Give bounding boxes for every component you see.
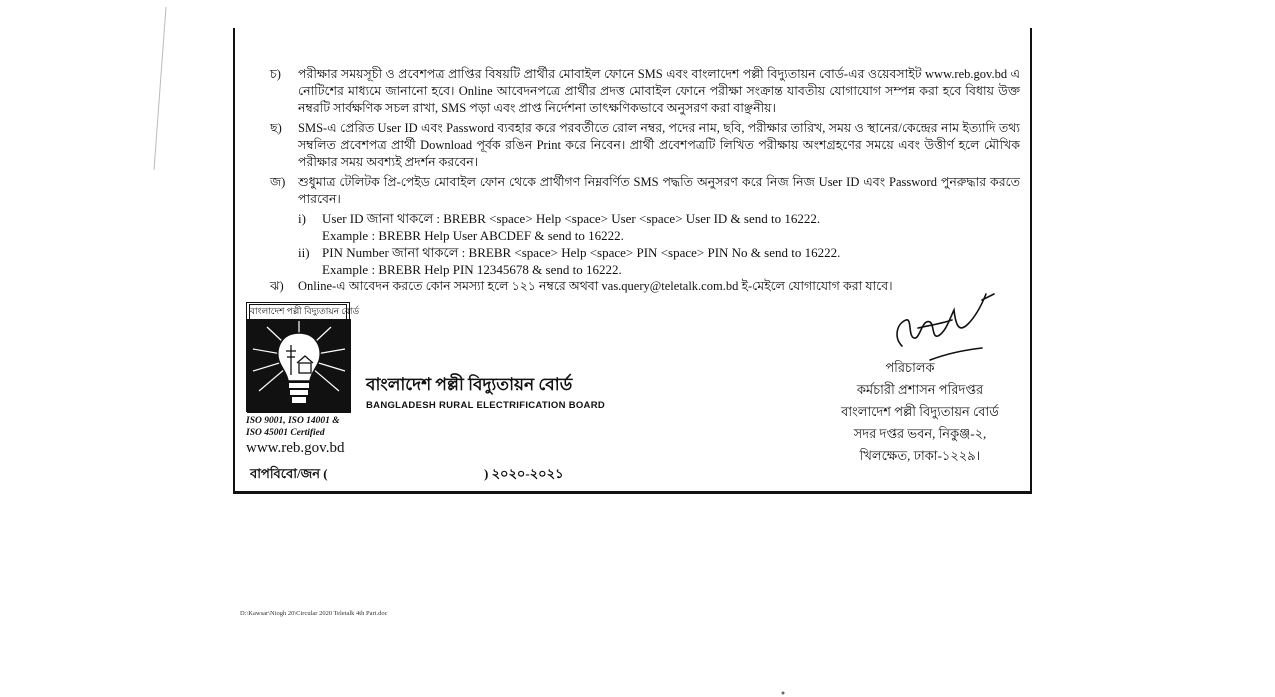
sub-example: Example : BREBR Help PIN 12345678 & send to 16222. xyxy=(322,262,622,277)
item-text: শুধুমাত্র টেলিটক প্রি-পেইড মোবাইল ফোন থেকে প্রার্থীগণ নিম্নবর্ণিত SMS পদ্ধতি অনুসরণ করে নিজ নিজ User ID এবং Password পুনরুদ্ধার করতে পারবেন। xyxy=(298,175,1020,206)
reference-prefix: বাপবিবো/জন ( xyxy=(250,466,328,481)
iso-line: ISO 45001 Certified xyxy=(246,428,325,438)
org-name-english: BANGLADESH RURAL ELECTRIFICATION BOARD xyxy=(366,400,606,411)
item-text: SMS-এ প্রেরিত User ID এবং Password ব্যবহার করে পরবর্তীতে রোল নম্বর, পদের নাম, ছবি, পরীক্ষার তারিখ, সময় ও স্থানের/কেন্দ্রের নাম ইত্যাদি তথ্য সম্বলিত প্রবেশপত্র প্রার্থী Download পূর্বক রঙিন Print করে নিবেন। প্রার্থী প্রবেশপত্রটি লিখিত পরীক্ষায় অংশগ্রহণের সময়ে এবং উত্তীর্ণ হলে মৌখিক পরীক্ষার সময় অবশ্যই প্রদর্শন করবেন। xyxy=(298,121,1020,169)
signatory-designation: পরিচালক xyxy=(885,360,935,375)
sub-line: PIN Number জানা থাকলে : BREBR <space> Help <space> PIN <space> PIN No & send to 16222. xyxy=(322,245,841,260)
signatory-block xyxy=(830,357,1010,467)
reb-logo xyxy=(246,302,360,412)
iso-line: ISO 9001, ISO 14001 & xyxy=(246,416,340,426)
iso-certification xyxy=(246,415,340,439)
reference-year: ) ২০২০-২০২১ xyxy=(484,466,564,481)
signatory-address-line2: খিলক্ষেত, ঢাকা-১২২৯। xyxy=(859,448,981,463)
signatory-address-line1: সদর দপ্তর ভবন, নিকুঞ্জ-২, xyxy=(853,426,987,441)
signatory-department: কর্মচারী প্রশাসন পরিদপ্তর xyxy=(856,382,984,397)
sub-example: Example : BREBR Help User ABCDEF & send to 16222. xyxy=(322,228,624,243)
sub-number: i) xyxy=(298,211,306,226)
org-name-bangla: বাংলাদেশ পল্লী বিদ্যুতায়ন বোর্ড xyxy=(366,375,573,394)
scan-dot xyxy=(780,690,786,696)
sub-line: User ID জানা থাকলে : BREBR <space> Help <space> User <space> User ID & send to 16222. xyxy=(322,211,821,226)
item-marker: চ) xyxy=(270,67,281,81)
item-marker: ছ) xyxy=(270,121,282,135)
item-text: Online-এ আবেদন করতে কোন সমস্যা হলে ১২১ নম্বরে অথবা vas.query@teletalk.com.bd ই-মেইলে যোগাযোগ করা যাবে। xyxy=(298,279,893,293)
item-marker: জ) xyxy=(270,175,286,189)
logo-label: বাংলাদেশ পল্লী বিদ্যুতায়ন বোর্ড xyxy=(249,304,347,320)
item-text: পরীক্ষার সময়সূচী ও প্রবেশপত্র প্রাপ্তির বিষয়টি প্রার্থীর মোবাইল ফোনে SMS এবং বাংলাদেশ পল্লী বিদ্যুতায়ন বোর্ড-এর ওয়েবসাইট www.reb.gov.bd এ নোটিশের মাধ্যমে জানানো হবে। Online আবেদনপত্রে প্রার্থীর প্রদত্ত মোবাইল ফোনে পরীক্ষা সংক্রান্ত যাবতীয় যোগাযোগ সম্পন্ন করা হবে বিধায় উক্ত নম্বরটি সার্বক্ষণিক সচল রাখা, SMS পড়া এবং প্রাপ্ত নির্দেশনা তাৎক্ষণিকভাবে অনুসরণ করা বাঞ্ছনীয়। xyxy=(298,67,1020,115)
signature xyxy=(890,288,1000,366)
signatory-organization: বাংলাদেশ পল্লী বিদ্যুতায়ন বোর্ড xyxy=(841,404,999,419)
bulb-icon xyxy=(247,319,351,413)
scan-mark xyxy=(150,5,170,175)
sub-number: ii) xyxy=(298,245,310,260)
file-path-footer: D:\Kawsar\Niogh 20\Circular 2020 Teletalk 4th Part.doc xyxy=(240,610,388,617)
website-link[interactable]: www.reb.gov.bd xyxy=(246,440,345,456)
item-marker: ঝ) xyxy=(270,279,284,293)
